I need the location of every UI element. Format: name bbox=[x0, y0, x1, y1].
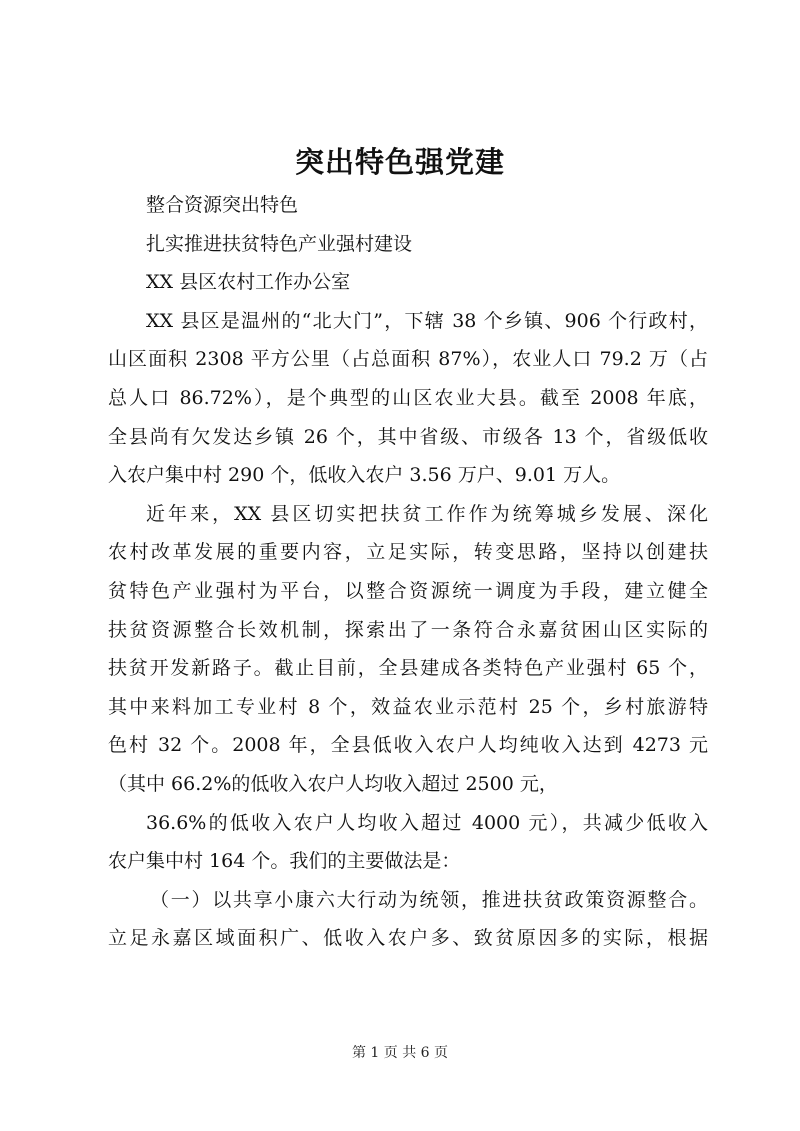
paragraph-line: 扶贫资源整合长效机制，探索出了一条符合永嘉贫困山区实际的 bbox=[108, 618, 708, 641]
paragraph-line: （其中 66.2%的低收入农户人均收入超过 2500 元， bbox=[108, 772, 558, 795]
section-heading-line: （一）以共享小康六大行动为统领，推进扶贫政策资源整合。 bbox=[150, 888, 708, 911]
document-body bbox=[108, 186, 708, 958]
subtitle-line: 扎实推进扶贫特色产业强村建设 bbox=[146, 232, 413, 255]
author-line: XX 县区农村工作办公室 bbox=[146, 271, 351, 294]
page-indicator: 第 1 页 共 6 页 bbox=[351, 1045, 449, 1061]
paragraph-line: 入农户集中村 290 个，低收入农户 3.56 万户、9.01 万人。 bbox=[108, 464, 621, 487]
document-title: 突出特色强党建 bbox=[294, 145, 505, 179]
paragraph-line: 山区面积 2308 平方公里（占总面积 87%），农业人口 79.2 万（占 bbox=[108, 348, 708, 371]
paragraph-line: 色村 32 个。2008 年，全县低收入农户人均纯收入达到 4273 元 bbox=[108, 734, 708, 757]
subtitle-line: 整合资源突出特色 bbox=[146, 194, 299, 216]
paragraph-line: 贫特色产业强村为平台，以整合资源统一调度为手段，建立健全 bbox=[108, 579, 708, 602]
paragraph-line: 农户集中村 164 个。我们的主要做法是： bbox=[108, 850, 461, 873]
paragraph-line: XX 县区是温州的“北大门”，下辖 38 个乡镇、906 个行政村， bbox=[146, 309, 708, 332]
paragraph-line: 农村改革发展的重要内容，立足实际，转变思路，坚持以创建扶 bbox=[108, 541, 708, 564]
paragraph-line: 全县尚有欠发达乡镇 26 个，其中省级、市级各 13 个，省级低收 bbox=[108, 425, 708, 448]
paragraph-line: 近年来，XX 县区切实把扶贫工作作为统筹城乡发展、深化 bbox=[146, 502, 708, 525]
paragraph-line: 36.6%的低收入农户人均收入超过 4000 元），共减少低收入 bbox=[146, 811, 708, 834]
paragraph-line: 其中来料加工专业村 8 个，效益农业示范村 25 个，乡村旅游特 bbox=[108, 695, 708, 718]
paragraph-line: 总人口 86.72%），是个典型的山区农业大县。截至 2008 年底， bbox=[108, 386, 708, 409]
paragraph-line: 扶贫开发新路子。截止目前，全县建成各类特色产业强村 65 个， bbox=[108, 657, 708, 680]
paragraph-line: 立足永嘉区域面积广、低收入农户多、致贫原因多的实际，根据 bbox=[108, 927, 708, 950]
